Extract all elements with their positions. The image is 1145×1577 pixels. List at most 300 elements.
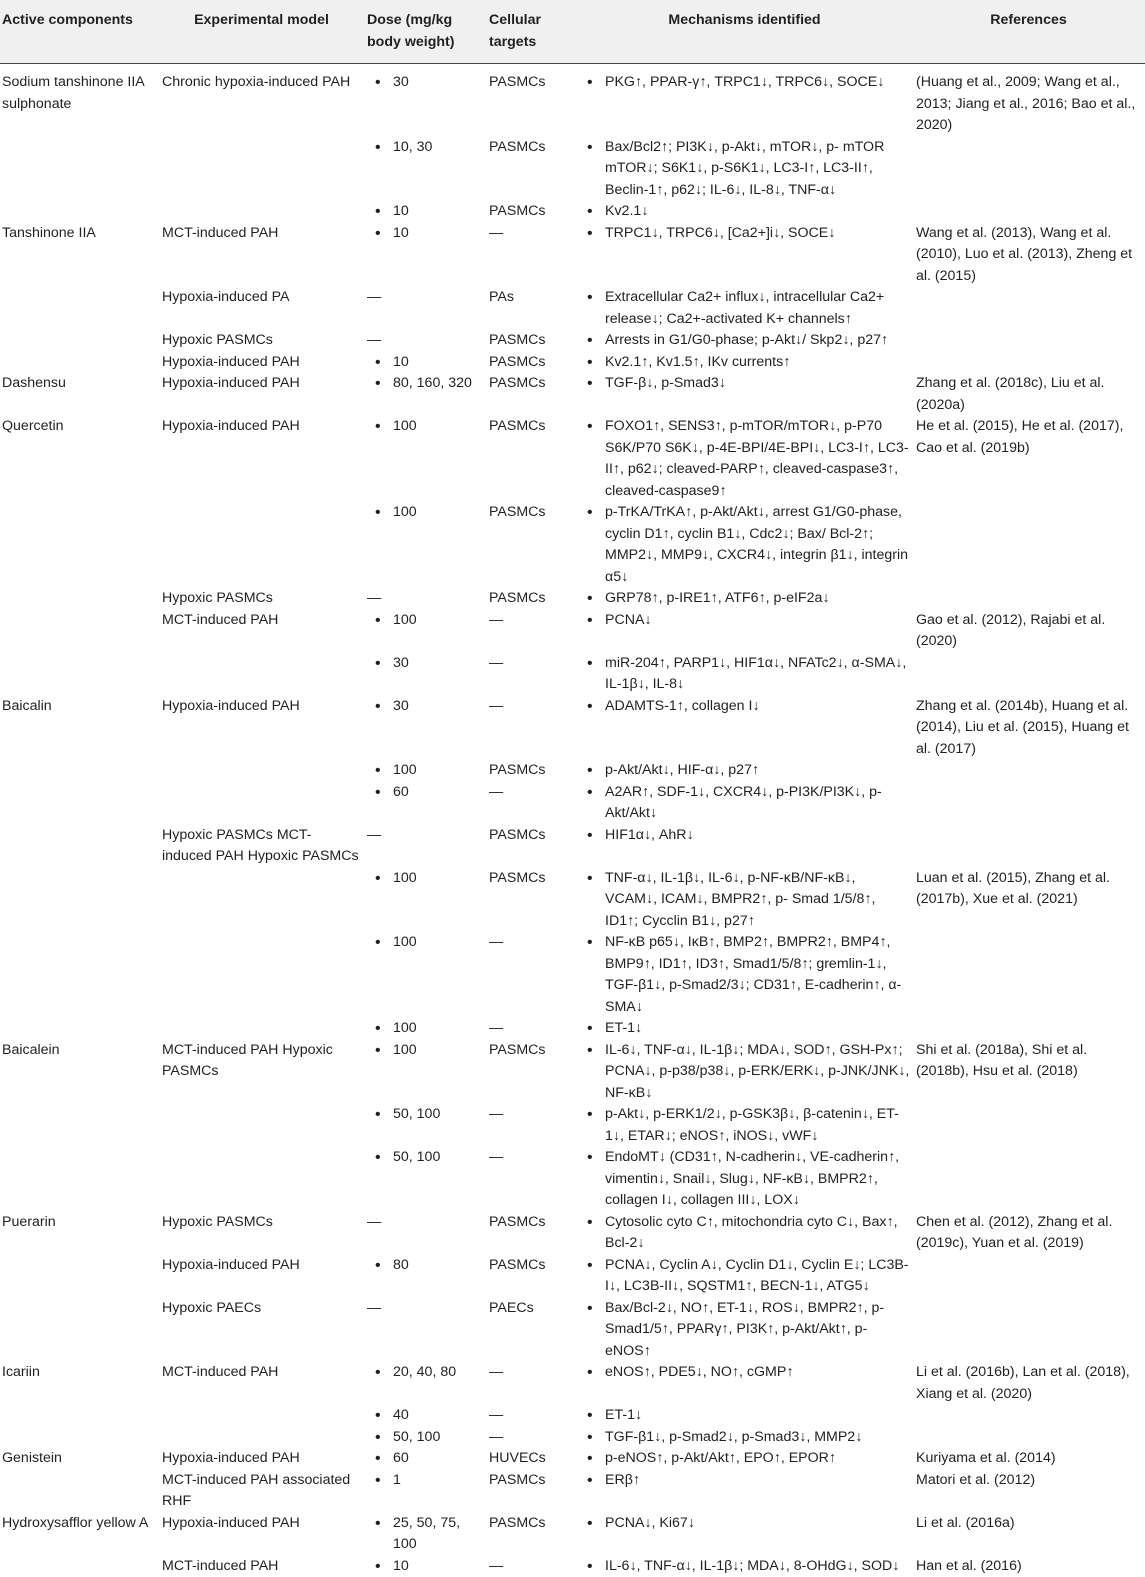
- component-cell: [0, 1427, 160, 1449]
- dose-cell: [365, 502, 487, 588]
- reference-cell: [914, 1405, 1145, 1427]
- component-cell: [0, 588, 160, 610]
- mechanism-item: • ERβ↑: [579, 1470, 910, 1492]
- target-cell: —: [487, 223, 577, 288]
- dose-list: [367, 137, 483, 159]
- target-cell: PASMCs: [487, 1040, 577, 1105]
- dose-list: [367, 760, 483, 782]
- mechanism-cell: [577, 137, 914, 202]
- reference-cell: [914, 1255, 1145, 1298]
- dose-list: [367, 932, 483, 954]
- mechanism-item: • TGF-β↓, p-Smad3↓: [579, 373, 910, 395]
- dose-list: [367, 1405, 483, 1427]
- reference-cell: (Huang et al., 2009; Wang et al., 2013; Jiang et al., 2016; Bao et al., 2020): [914, 64, 1145, 137]
- mechanism-item: • TGF-β1↓, p-Smad2↓, p-Smad3↓, MMP2↓: [579, 1427, 910, 1449]
- model-cell: [160, 137, 365, 202]
- mechanism-list: [579, 610, 910, 632]
- target-cell: PASMCs: [487, 416, 577, 502]
- component-cell: [0, 352, 160, 374]
- mechanism-cell: [577, 1147, 914, 1212]
- target-cell: —: [487, 1427, 577, 1449]
- mechanism-list: [579, 760, 910, 782]
- model-cell: [160, 1018, 365, 1040]
- dose-item: • 50, 100: [367, 1147, 483, 1169]
- mechanism-list: [579, 782, 910, 825]
- mechanism-list: [579, 1362, 910, 1384]
- mechanism-cell: [577, 352, 914, 374]
- mechanism-list: [579, 1298, 910, 1363]
- mechanism-cell: [577, 201, 914, 223]
- mechanism-cell: [577, 287, 914, 330]
- dose-cell: [365, 868, 487, 933]
- dose-list: [367, 610, 483, 632]
- dose-item: • 50, 100: [367, 1104, 483, 1126]
- model-cell: Hypoxic PAECs: [160, 1298, 365, 1363]
- dose-list: [367, 782, 483, 804]
- dose-cell: [365, 352, 487, 374]
- mechanism-item: • ET-1↓: [579, 1018, 910, 1040]
- dose-cell: —: [365, 287, 487, 330]
- mechanism-list: [579, 825, 910, 847]
- dose-cell: [365, 653, 487, 696]
- reference-cell: [914, 352, 1145, 374]
- mechanism-list: [579, 416, 910, 502]
- dose-list: [367, 1427, 483, 1449]
- dose-cell: [365, 1147, 487, 1212]
- dose-item: • 1: [367, 1470, 483, 1492]
- mechanism-item: • PCNA↓, Cyclin A↓, Cyclin D1↓, Cyclin E↓; LC3B-I↓, LC3B-II↓, SQSTM1↑, BECN-1↓, ATG5↓: [579, 1255, 910, 1298]
- dose-list: [367, 352, 483, 374]
- mechanism-list: [579, 330, 910, 352]
- table-row: [0, 137, 1145, 202]
- dose-item: • 80: [367, 1255, 483, 1277]
- mechanism-cell: [577, 373, 914, 416]
- dose-item: • 100: [367, 932, 483, 954]
- mechanism-list: [579, 352, 910, 374]
- model-cell: [160, 502, 365, 588]
- target-cell: PASMCs: [487, 588, 577, 610]
- dose-cell: [365, 1362, 487, 1405]
- target-cell: PASMCs: [487, 137, 577, 202]
- mechanism-cell: [577, 868, 914, 933]
- model-cell: [160, 653, 365, 696]
- mechanism-cell: [577, 610, 914, 653]
- mechanism-cell: [577, 64, 914, 137]
- mechanism-cell: [577, 1405, 914, 1427]
- mechanism-item: • PCNA↓: [579, 610, 910, 632]
- table-row: [0, 330, 1145, 352]
- mechanism-cell: [577, 1104, 914, 1147]
- mechanism-cell: [577, 223, 914, 288]
- model-cell: MCT-induced PAH: [160, 223, 365, 288]
- model-cell: [160, 760, 365, 782]
- component-cell: [0, 502, 160, 588]
- target-cell: —: [487, 696, 577, 761]
- mechanism-list: [579, 201, 910, 223]
- target-cell: —: [487, 1104, 577, 1147]
- dose-list: [367, 1147, 483, 1169]
- target-cell: PASMCs: [487, 1470, 577, 1513]
- table-row: [0, 502, 1145, 588]
- component-cell: [0, 330, 160, 352]
- reference-cell: Li et al. (2016b), Lan et al. (2018), Xiang et al. (2020): [914, 1362, 1145, 1405]
- dose-item: • 10: [367, 1556, 483, 1577]
- dose-item: • 100: [367, 502, 483, 524]
- table-row: [0, 1147, 1145, 1212]
- reference-cell: Wang et al. (2013), Wang et al. (2010), Luo et al. (2013), Zheng et al. (2015): [914, 223, 1145, 288]
- model-cell: Hypoxic PASMCs: [160, 1212, 365, 1255]
- dose-cell: [365, 1448, 487, 1470]
- mechanism-cell: [577, 502, 914, 588]
- component-cell: [0, 201, 160, 223]
- component-cell: [0, 287, 160, 330]
- reference-cell: [914, 201, 1145, 223]
- dose-cell: [365, 1040, 487, 1105]
- component-cell: [0, 825, 160, 868]
- mechanism-list: [579, 1556, 910, 1577]
- mechanism-cell: [577, 588, 914, 610]
- dose-item: • 10: [367, 201, 483, 223]
- mechanism-item: • GRP78↑, p-IRE1↑, ATF6↑, p-eIF2a↓: [579, 588, 910, 610]
- mechanism-list: [579, 1448, 910, 1470]
- mechanism-item: • Cytosolic cyto C↑, mitochondria cyto C↓, Bax↑, Bcl-2↓: [579, 1212, 910, 1255]
- reference-cell: [914, 137, 1145, 202]
- dose-list: [367, 1470, 483, 1492]
- mechanism-list: [579, 1513, 910, 1535]
- mechanism-list: [579, 1147, 910, 1212]
- dose-cell: [365, 610, 487, 653]
- mechanism-item: • FOXO1↑, SENS3↑, p-mTOR/mTOR↓, p-P70 S6K/P70 S6K↓, p-4E-BPI/4E-BPI↓, LC3-I↑, LC3-II↑, p62↓; cleaved-PARP↑, cleaved-caspase3↑, cleaved-caspase9↑: [579, 416, 910, 502]
- reference-cell: [914, 588, 1145, 610]
- mechanism-list: [579, 696, 910, 718]
- dose-list: [367, 1556, 483, 1577]
- dose-cell: [365, 782, 487, 825]
- model-cell: MCT-induced PAH: [160, 610, 365, 653]
- table-row: [0, 696, 1145, 761]
- target-cell: PAECs: [487, 1298, 577, 1363]
- mechanism-cell: [577, 760, 914, 782]
- model-cell: Chronic hypoxia-induced PAH: [160, 64, 365, 137]
- mechanism-cell: [577, 1362, 914, 1405]
- reference-cell: [914, 287, 1145, 330]
- reference-cell: Li et al. (2016a): [914, 1513, 1145, 1556]
- component-cell: [0, 868, 160, 933]
- mechanism-cell: [577, 330, 914, 352]
- mechanism-item: • p-Akt/Akt↓, HIF-α↓, p27↑: [579, 760, 910, 782]
- header-dose: Dose (mg/kg body weight): [365, 0, 487, 64]
- dose-list: [367, 1513, 483, 1556]
- dose-cell: [365, 760, 487, 782]
- target-cell: —: [487, 1147, 577, 1212]
- component-cell: [0, 653, 160, 696]
- model-cell: [160, 201, 365, 223]
- reference-cell: [914, 1147, 1145, 1212]
- reference-cell: [914, 825, 1145, 868]
- component-cell: [0, 137, 160, 202]
- model-cell: MCT-induced PAH Hypoxic PASMCs: [160, 1040, 365, 1105]
- target-cell: PASMCs: [487, 1255, 577, 1298]
- target-cell: PASMCs: [487, 868, 577, 933]
- mechanism-cell: [577, 416, 914, 502]
- component-cell: [0, 760, 160, 782]
- target-cell: —: [487, 1362, 577, 1405]
- dose-cell: [365, 932, 487, 1018]
- mechanism-cell: [577, 1470, 914, 1513]
- table-row: [0, 1405, 1145, 1427]
- dose-item: • 80, 160, 320: [367, 373, 483, 395]
- dose-cell: [365, 223, 487, 288]
- dose-item: • 10: [367, 352, 483, 374]
- mechanism-list: [579, 1104, 910, 1147]
- reference-cell: Kuriyama et al. (2014): [914, 1448, 1145, 1470]
- target-cell: PASMCs: [487, 201, 577, 223]
- dose-list: [367, 72, 483, 94]
- table-row: [0, 610, 1145, 653]
- dose-cell: [365, 373, 487, 416]
- mechanism-item: • Kv2.1↓: [579, 201, 910, 223]
- dose-cell: —: [365, 825, 487, 868]
- mechanism-item: • Bax/Bcl2↑; PI3K↓, p-Akt↓, mTOR↓, p- mTOR mTOR↓; S6K1↓, p-S6K1↓, LC3-I↑, LC3-II↑, Beclin-1↑, p62↓; IL-6↓, IL-8↓, TNF-α↓: [579, 137, 910, 202]
- dose-item: • 30: [367, 653, 483, 675]
- mechanism-item: • miR-204↑, PARP1↓, HIF1α↓, NFATc2↓, α-SMA↓, IL-1β↓, IL-8↓: [579, 653, 910, 696]
- component-cell: Baicalin: [0, 696, 160, 761]
- mechanism-list: [579, 287, 910, 330]
- component-cell: Icariin: [0, 1362, 160, 1405]
- dose-cell: [365, 64, 487, 137]
- dose-list: [367, 653, 483, 675]
- table-body: [0, 64, 1145, 1577]
- dose-cell: [365, 201, 487, 223]
- mechanism-cell: [577, 782, 914, 825]
- component-cell: [0, 1556, 160, 1577]
- table-row: [0, 588, 1145, 610]
- model-cell: MCT-induced PAH: [160, 1556, 365, 1577]
- mechanism-cell: [577, 1298, 914, 1363]
- mechanism-list: [579, 137, 910, 202]
- dose-item: • 100: [367, 416, 483, 438]
- mechanism-cell: [577, 825, 914, 868]
- target-cell: PAs: [487, 287, 577, 330]
- reference-cell: Shi et al. (2018a), Shi et al. (2018b), Hsu et al. (2018): [914, 1040, 1145, 1105]
- dose-cell: [365, 1255, 487, 1298]
- dose-cell: —: [365, 1298, 487, 1363]
- target-cell: PASMCs: [487, 373, 577, 416]
- target-cell: PASMCs: [487, 1212, 577, 1255]
- dose-list: [367, 1018, 483, 1040]
- table-row: [0, 1018, 1145, 1040]
- dose-item: • 20, 40, 80: [367, 1362, 483, 1384]
- dose-item: • 10: [367, 223, 483, 245]
- mechanism-list: [579, 1470, 910, 1492]
- mechanism-item: • NF-κB p65↓, IκB↑, BMP2↑, BMPR2↑, BMP4↑, BMP9↑, ID1↑, ID3↑, Smad1/5/8↑; gremlin-1↓, TGF-β1↓, p-Smad2/3↓; CD31↑, E-cadherin↑, α-SMA↓: [579, 932, 910, 1018]
- table-row: [0, 1362, 1145, 1405]
- mechanism-cell: [577, 1212, 914, 1255]
- target-cell: —: [487, 610, 577, 653]
- table-row: [0, 352, 1145, 374]
- dose-cell: —: [365, 588, 487, 610]
- model-cell: Hypoxia-induced PAH: [160, 373, 365, 416]
- mechanism-item: • Bax/Bcl-2↓, NO↑, ET-1↓, ROS↓, BMPR2↑, p-Smad1/5↑, PPARγ↑, PI3K↑, p-Akt/Akt↑, p-eNOS↑: [579, 1298, 910, 1363]
- mechanism-list: [579, 1405, 910, 1427]
- table-row: [0, 1470, 1145, 1513]
- model-cell: Hypoxia-induced PAH: [160, 1448, 365, 1470]
- model-cell: Hypoxic PASMCs MCT-induced PAH Hypoxic PASMCs: [160, 825, 365, 868]
- component-cell: [0, 1298, 160, 1363]
- component-cell: Sodium tanshinone IIA sulphonate: [0, 64, 160, 137]
- mechanism-cell: [577, 1018, 914, 1040]
- mechanism-item: • ET-1↓: [579, 1405, 910, 1427]
- mechanism-list: [579, 1018, 910, 1040]
- header-cellular-targets: Cellular targets: [487, 0, 577, 64]
- reference-cell: [914, 1427, 1145, 1449]
- component-cell: [0, 1018, 160, 1040]
- component-cell: [0, 1147, 160, 1212]
- reference-cell: Zhang et al. (2018c), Liu et al. (2020a): [914, 373, 1145, 416]
- model-cell: Hypoxia-induced PAH: [160, 352, 365, 374]
- dose-list: [367, 1040, 483, 1062]
- reference-cell: Gao et al. (2012), Rajabi et al. (2020): [914, 610, 1145, 653]
- dose-cell: —: [365, 330, 487, 352]
- dose-item: • 100: [367, 868, 483, 890]
- dose-list: [367, 696, 483, 718]
- dose-list: [367, 1448, 483, 1470]
- model-cell: MCT-induced PAH associated RHF: [160, 1470, 365, 1513]
- table-row: [0, 1556, 1145, 1577]
- table-row: [0, 932, 1145, 1018]
- reference-cell: [914, 1104, 1145, 1147]
- table-row: [0, 1448, 1145, 1470]
- model-cell: [160, 1427, 365, 1449]
- reference-cell: [914, 502, 1145, 588]
- mechanism-item: • HIF1α↓, AhR↓: [579, 825, 910, 847]
- table-row: [0, 868, 1145, 933]
- mechanism-list: [579, 932, 910, 1018]
- reference-cell: Matori et al. (2012): [914, 1470, 1145, 1513]
- dose-cell: [365, 1104, 487, 1147]
- mechanism-item: • EndoMT↓ (CD31↑, N-cadherin↓, VE-cadherin↑, vimentin↓, Snail↓, Slug↓, NF-κB↓, BMPR2↑, collagen I↓, collagen III↓, LOX↓: [579, 1147, 910, 1212]
- dose-item: • 60: [367, 1448, 483, 1470]
- model-cell: Hypoxia-induced PAH: [160, 696, 365, 761]
- reference-cell: [914, 782, 1145, 825]
- target-cell: HUVECs: [487, 1448, 577, 1470]
- model-cell: Hypoxic PASMCs: [160, 330, 365, 352]
- dose-item: • 25, 50, 75, 100: [367, 1513, 483, 1556]
- model-cell: [160, 782, 365, 825]
- component-cell: [0, 610, 160, 653]
- mechanism-list: [579, 1040, 910, 1105]
- mechanism-list: [579, 1427, 910, 1449]
- mechanism-list: [579, 223, 910, 245]
- mechanism-cell: [577, 1040, 914, 1105]
- mechanism-item: • p-TrKA/TrKA↑, p-Akt/Akt↓, arrest G1/G0-phase, cyclin D1↑, cyclin B1↓, Cdc2↓; Bax/ Bcl-2↑; MMP2↓, MMP9↓, CXCR4↓, integrin β1↓, integrin α5↓: [579, 502, 910, 588]
- component-cell: [0, 1104, 160, 1147]
- dose-list: [367, 868, 483, 890]
- mechanism-cell: [577, 932, 914, 1018]
- dose-list: [367, 1255, 483, 1277]
- table-row: [0, 64, 1145, 137]
- mechanism-item: • PCNA↓, Ki67↓: [579, 1513, 910, 1535]
- dose-list: [367, 1362, 483, 1384]
- dose-cell: [365, 1556, 487, 1577]
- dose-item: • 100: [367, 610, 483, 632]
- mechanism-list: [579, 1212, 910, 1255]
- reference-cell: [914, 760, 1145, 782]
- mechanism-item: • TRPC1↓, TRPC6↓, [Ca2+]i↓, SOCE↓: [579, 223, 910, 245]
- table-row: [0, 416, 1145, 502]
- model-cell: [160, 1405, 365, 1427]
- target-cell: PASMCs: [487, 330, 577, 352]
- table-row: [0, 287, 1145, 330]
- mechanism-cell: [577, 653, 914, 696]
- header-active-components: Active components: [0, 0, 160, 64]
- mechanism-list: [579, 72, 910, 94]
- reference-cell: Chen et al. (2012), Zhang et al. (2019c), Yuan et al. (2019): [914, 1212, 1145, 1255]
- reference-cell: [914, 1018, 1145, 1040]
- dose-cell: [365, 1405, 487, 1427]
- component-cell: [0, 1255, 160, 1298]
- reference-cell: [914, 330, 1145, 352]
- mechanism-cell: [577, 1556, 914, 1577]
- mechanism-item: • PKG↑, PPAR-γ↑, TRPC1↓, TRPC6↓, SOCE↓: [579, 72, 910, 94]
- dose-list: [367, 201, 483, 223]
- reference-cell: Zhang et al. (2014b), Huang et al. (2014), Liu et al. (2015), Huang et al. (2017): [914, 696, 1145, 761]
- table-row: [0, 825, 1145, 868]
- model-cell: Hypoxic PASMCs: [160, 588, 365, 610]
- table-row: [0, 1104, 1145, 1147]
- model-cell: Hypoxia-induced PAH: [160, 1513, 365, 1556]
- table-row: [0, 653, 1145, 696]
- dose-list: [367, 416, 483, 438]
- target-cell: PASMCs: [487, 64, 577, 137]
- dose-cell: [365, 696, 487, 761]
- reference-cell: He et al. (2015), He et al. (2017), Cao et al. (2019b): [914, 416, 1145, 502]
- model-cell: Hypoxia-induced PAH: [160, 1255, 365, 1298]
- dose-cell: [365, 1427, 487, 1449]
- dose-item: • 60: [367, 782, 483, 804]
- dose-item: • 40: [367, 1405, 483, 1427]
- dose-item: • 100: [367, 1018, 483, 1040]
- table-row: [0, 760, 1145, 782]
- mechanism-cell: [577, 1513, 914, 1556]
- dose-item: • 10, 30: [367, 137, 483, 159]
- target-cell: —: [487, 1405, 577, 1427]
- dose-list: [367, 373, 483, 395]
- reference-cell: [914, 653, 1145, 696]
- mechanism-cell: [577, 1427, 914, 1449]
- component-cell: [0, 932, 160, 1018]
- reference-cell: [914, 932, 1145, 1018]
- component-cell: Quercetin: [0, 416, 160, 502]
- mechanism-item: • IL-6↓, TNF-α↓, IL-1β↓; MDA↓, 8-OHdG↓, SOD↓: [579, 1556, 910, 1577]
- table-row: [0, 223, 1145, 288]
- dose-cell: [365, 416, 487, 502]
- mechanism-item: • Kv2.1↑, Kv1.5↑, IKv currents↑: [579, 352, 910, 374]
- dose-item: • 30: [367, 696, 483, 718]
- component-cell: Hydroxysafflor yellow A: [0, 1513, 160, 1556]
- table-row: [0, 1255, 1145, 1298]
- mechanism-list: [579, 653, 910, 696]
- reference-cell: [914, 1298, 1145, 1363]
- mechanism-item: • Arrests in G1/G0-phase; p-Akt↓/ Skp2↓, p27↑: [579, 330, 910, 352]
- dose-cell: [365, 1513, 487, 1556]
- dose-cell: [365, 1018, 487, 1040]
- model-cell: [160, 1104, 365, 1147]
- mechanism-list: [579, 373, 910, 395]
- component-cell: [0, 1470, 160, 1513]
- target-cell: PASMCs: [487, 502, 577, 588]
- target-cell: —: [487, 1018, 577, 1040]
- mechanism-cell: [577, 1255, 914, 1298]
